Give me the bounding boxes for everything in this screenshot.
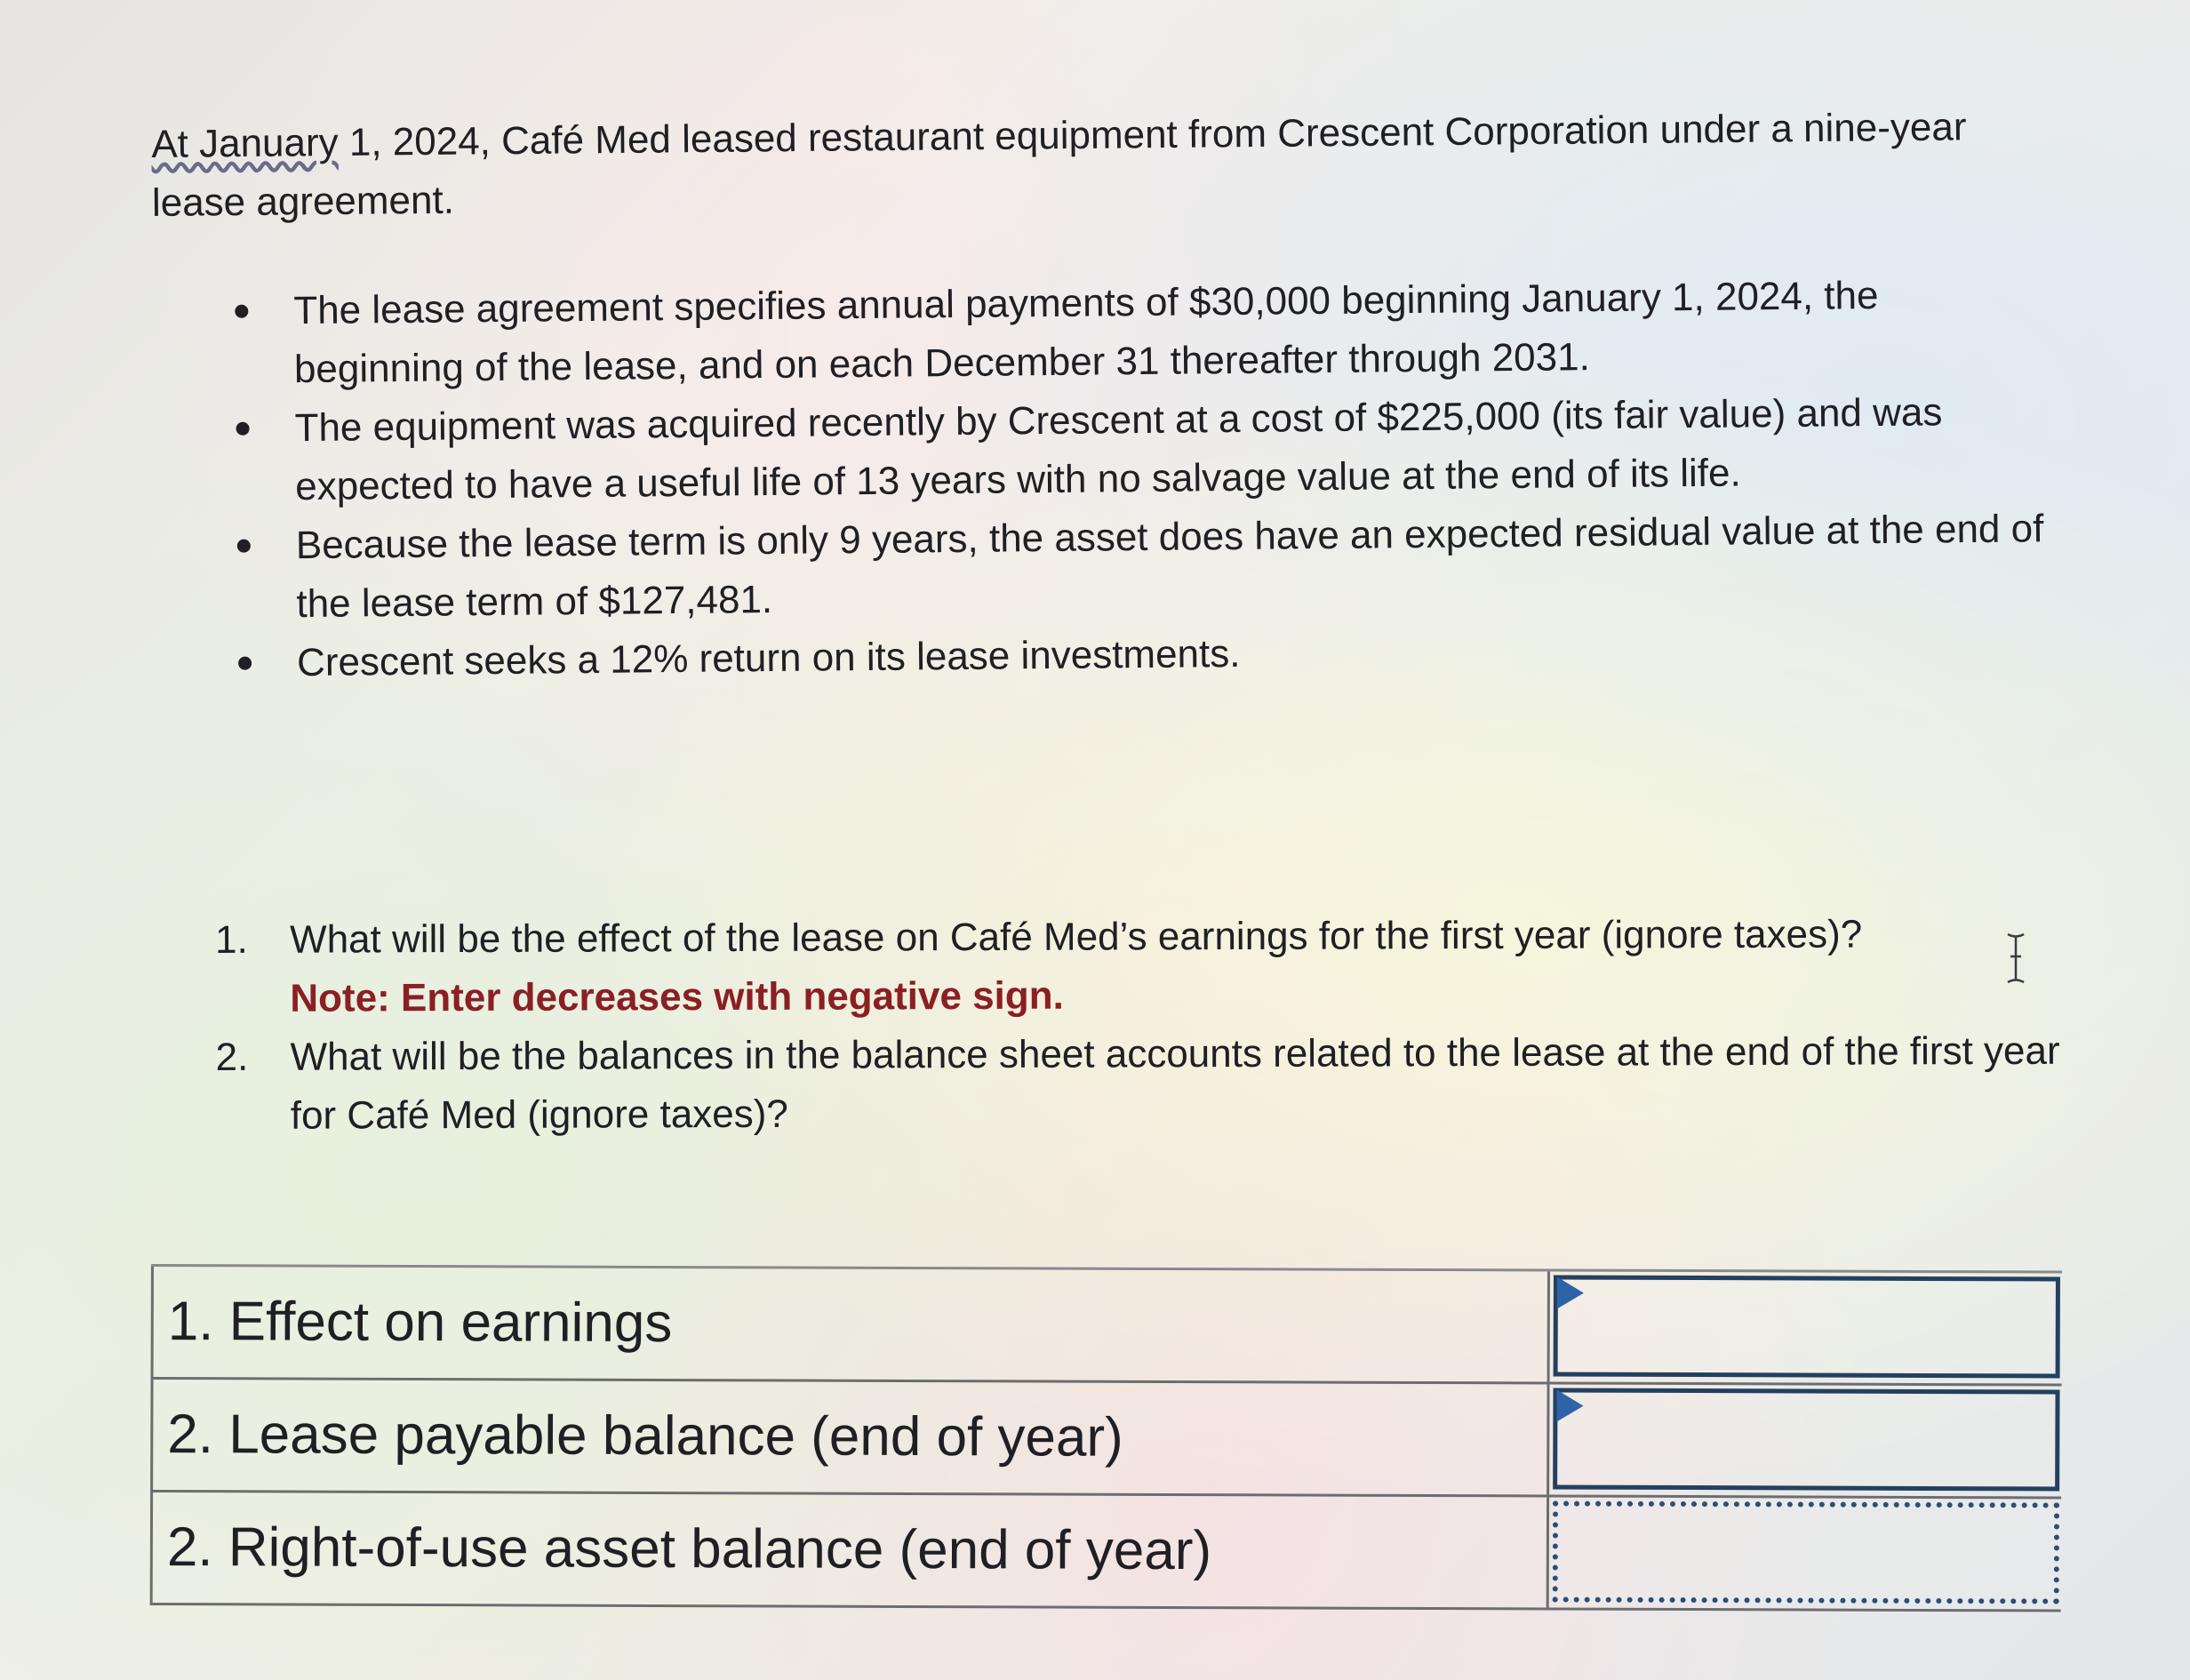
question-note: Note: Enter decreases with negative sign. [290,973,1064,1020]
answer-table [150,1264,2062,1612]
fact-text: Because the lease term is only 9 years, the asset does have an expected residual value at the end of the lease term of $127,481. [295,507,2044,627]
table-row [150,1380,2061,1500]
intro-text: 1, 2024, Café Med leased restaurant equipment from Crescent Corporation under a nine-year lease agreement. [151,105,1967,225]
triangle-marker-icon [1556,1390,1583,1422]
bullet-icon [236,422,250,436]
question-item [212,905,2060,1028]
facts-list [213,265,2048,693]
triangle-marker-icon [1557,1277,1584,1309]
question-number: 1. [215,917,248,962]
intro-underlined-text: At January [151,120,339,166]
question-text: What will be the balances in the balance sheet accounts related to the lease at the end of the first year for Café Med (ignore taxes)? [290,1028,2060,1138]
row-label: 2. Lease payable balance (end of year) [150,1380,1549,1494]
question-number: 2. [215,1035,249,1079]
right-of-use-asset-balance-input[interactable] [1553,1501,2059,1604]
list-item [216,500,2048,635]
question-text: What will be the effect of the lease on Café Med’s earnings for the first year (ignore taxes)? [290,912,1863,962]
row-label: 1. Effect on earnings [151,1267,1550,1381]
list-item [213,265,2045,400]
effect-on-earnings-input[interactable] [1554,1276,2060,1379]
lease-payable-balance-input[interactable] [1553,1388,2059,1492]
i-beam-cursor-icon [2005,932,2026,985]
table-row [150,1492,2061,1612]
question-item [212,1022,2060,1146]
row-label: 2. Right-of-use asset balance (end of year) [150,1492,1549,1607]
fact-text: The lease agreement specifies annual payments of $30,000 beginning January 1, 2024, the beginning of the lease, and on each December 31 thereafter through 2031. [293,274,1879,392]
list-item [214,382,2046,517]
bullet-icon [238,657,252,670]
bullet-icon [235,305,248,318]
fact-text: Crescent seeks a 12% return on its lease investments. [296,631,1241,685]
table-row [151,1264,2062,1387]
intro-paragraph [151,98,2027,233]
fact-text: The equipment was acquired recently by Crescent at a cost of $225,000 (its fair value) and was expected to have a useful life of 13 years with no salvage value at the end of its life. [294,390,1943,509]
questions-list [212,905,2061,1146]
bullet-icon [237,540,251,553]
